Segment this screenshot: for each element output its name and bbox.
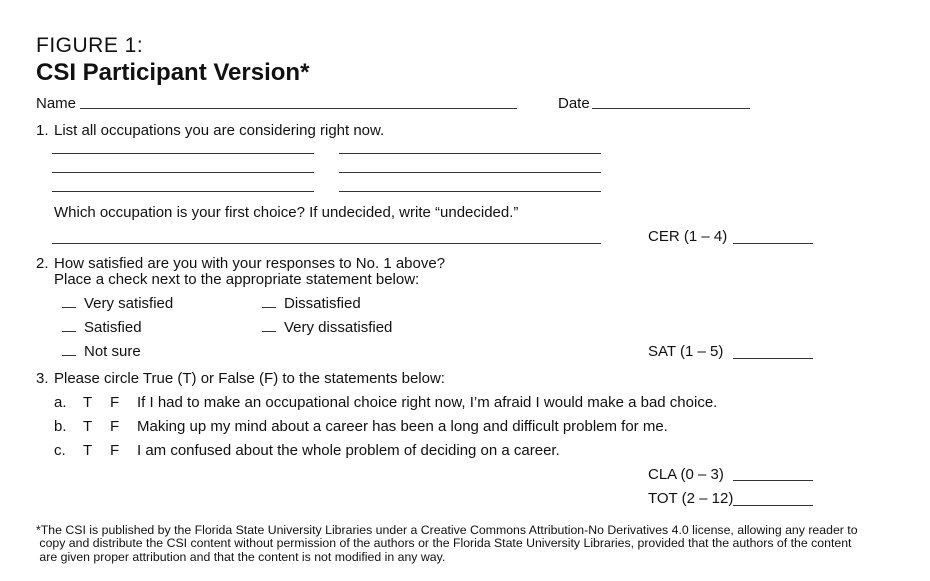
- tot-score-label: TOT (2 – 12): [648, 490, 734, 507]
- q3-item-a-false[interactable]: F: [110, 394, 120, 411]
- check-blank[interactable]: [262, 298, 276, 308]
- occupation-field-2[interactable]: [339, 153, 601, 154]
- footnote-line-3: are given proper attribution and that the content is not modified in any way.: [36, 549, 446, 564]
- q3-item-a-text: If I had to make an occupational choice right now, I’m afraid I would make a bad choice.: [137, 394, 718, 411]
- footnote-line-1: *The CSI is published by the Florida State University Libraries under a Creative Commons Attribution-No Derivatives 4.0 license, allowing any reader to: [36, 523, 858, 537]
- occupation-field-4[interactable]: [339, 172, 601, 173]
- form-title: CSI Participant Version*: [36, 59, 310, 86]
- q2-number: 2.: [36, 255, 49, 272]
- name-label: Name: [36, 95, 77, 112]
- q3-item-b-letter: b.: [54, 418, 67, 435]
- q3-item-b-true[interactable]: T: [83, 418, 93, 435]
- option-very-dissatisfied[interactable]: Very dissatisfied: [262, 319, 392, 336]
- q3-prompt: Please circle True (T) or False (F) to the statements below:: [54, 370, 445, 387]
- footnote-line-2: copy and distribute the CSI content without permission of the authors or the Florida State University Libraries, provided that the authors of the content: [36, 536, 852, 551]
- figure-label: FIGURE 1:: [36, 34, 144, 57]
- occupation-field-6[interactable]: [339, 191, 601, 192]
- option-satisfied[interactable]: Satisfied: [62, 319, 142, 336]
- q3-item-a-letter: a.: [54, 394, 67, 411]
- sat-score-field[interactable]: [733, 358, 813, 359]
- q2-prompt-line1: How satisfied are you with your responses to No. 1 above?: [54, 255, 446, 272]
- q3-number: 3.: [36, 370, 49, 387]
- tot-score-field[interactable]: [733, 505, 813, 506]
- q3-item-c-text: I am confused about the whole problem of deciding on a career.: [137, 442, 560, 459]
- q3-item-b-text: Making up my mind about a career has been a long and difficult problem for me.: [137, 418, 668, 435]
- cer-score-label: CER (1 – 4): [648, 228, 728, 245]
- check-blank[interactable]: [262, 322, 276, 332]
- first-choice-prompt: Which occupation is your first choice? If undecided, write “undecided.”: [54, 204, 519, 221]
- q3-item-c-true[interactable]: T: [83, 442, 93, 459]
- cer-score-field[interactable]: [733, 243, 813, 244]
- q1-number: 1.: [36, 122, 49, 139]
- q3-item-c-letter: c.: [54, 442, 66, 459]
- date-field[interactable]: [592, 108, 750, 109]
- q3-item-c-false[interactable]: F: [110, 442, 120, 459]
- check-blank[interactable]: [62, 298, 76, 308]
- cla-score-field[interactable]: [733, 480, 813, 481]
- date-label: Date: [558, 95, 590, 112]
- option-very-satisfied[interactable]: Very satisfied: [62, 295, 173, 312]
- check-blank[interactable]: [62, 346, 76, 356]
- check-blank[interactable]: [62, 322, 76, 332]
- q2-prompt-line2: Place a check next to the appropriate statement below:: [54, 271, 420, 288]
- first-choice-field[interactable]: [52, 243, 601, 244]
- occupation-field-3[interactable]: [52, 172, 314, 173]
- footnote: [36, 524, 896, 564]
- occupation-field-5[interactable]: [52, 191, 314, 192]
- q1-prompt: List all occupations you are considering right now.: [54, 122, 385, 139]
- q3-item-b-false[interactable]: F: [110, 418, 120, 435]
- sat-score-label: SAT (1 – 5): [648, 343, 724, 360]
- option-not-sure[interactable]: Not sure: [62, 343, 141, 360]
- name-field[interactable]: [80, 108, 517, 109]
- cla-score-label: CLA (0 – 3): [648, 466, 724, 483]
- q3-item-a-true[interactable]: T: [83, 394, 93, 411]
- occupation-field-1[interactable]: [52, 153, 314, 154]
- option-dissatisfied[interactable]: Dissatisfied: [262, 295, 361, 312]
